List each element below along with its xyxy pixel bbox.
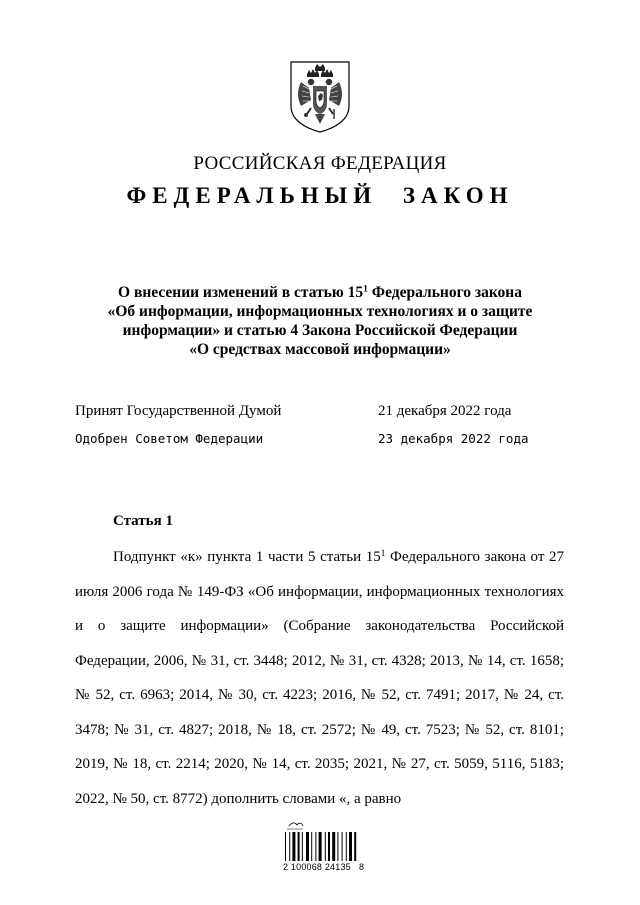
law-title-line-1: О внесении изменений в статью $15^1$ Федерального закона <box>118 283 522 301</box>
barcode-bar <box>332 832 335 861</box>
article-text-rest: Федерального закона от 27 июля 2006 года № 149-ФЗ «Об информации, информационных технологиях и о защите информации» (Собрание законодательства Российской Федерации, 2006, № 31, ст. 3448; 2012, № 31, ст. 4328; 2013, № 14, ст. 1658; № 52, ст. 6963; 2014, № 30, ст. 4223; 2016, № 52, ст. 7491; 2017, № 24, ст. 3478; № 31, ст. 4827; 2018, № 18, ст. 2572; № 49, ст. 7523; № 52, ст. 8101; 2019, № 18, ст. 2214; 2020, № 14, ст. 2035; 2021, № 27, ст. 5059, 5116, 5183; 2022, № 50, ст. 8772) дополнить словами «, а равно <box>75 549 564 807</box>
barcode-bar <box>354 832 356 861</box>
barcode-bar <box>328 832 330 861</box>
barcode-bar <box>315 832 316 861</box>
document-type: ФЕДЕРАЛЬНЫЙ ЗАКОН <box>126 183 514 208</box>
barcode-bar <box>349 832 352 861</box>
duma-adoption-date: 21 декабря 2022 года <box>378 403 512 419</box>
council-approval-label: Одобрен Советом Федерации <box>75 431 264 446</box>
council-approval-date: 23 декабря 2022 года <box>378 431 529 446</box>
barcode-bar <box>285 832 286 861</box>
coat-of-arms-icon <box>289 60 351 134</box>
barcode-bar <box>319 832 322 861</box>
barcode-bar <box>306 832 309 861</box>
barcode-bar <box>337 832 338 861</box>
article-heading: Статья 1 <box>113 513 173 529</box>
barcode-bar <box>346 832 347 861</box>
duma-adoption-label: Принят Государственной Думой <box>75 403 282 419</box>
barcode-bar <box>302 832 303 861</box>
country-name: РОССИЙСКАЯ ФЕДЕРАЦИЯ <box>193 153 447 174</box>
barcode-bar <box>342 832 343 861</box>
council-approval-row <box>75 431 555 446</box>
barcode-bar <box>292 832 295 861</box>
article-body <box>75 540 564 816</box>
law-title-line-3: информации» и статью 4 Закона Российской Федерации <box>122 322 518 339</box>
duma-adoption-row <box>75 403 555 420</box>
superscript: 1 <box>380 548 386 559</box>
superscript: 1 <box>363 283 368 295</box>
article-text-start: Подпункт «к» пункта 1 части 5 статьи 15 <box>113 549 381 565</box>
barcode-bar <box>298 832 300 861</box>
barcode-bar <box>325 832 326 861</box>
law-title-line-4: «О средствах массовой информации» <box>189 341 451 358</box>
barcode-number: 2 100068 24135 8 <box>283 862 365 872</box>
barcode-bar <box>311 832 312 861</box>
law-title <box>90 283 550 359</box>
barcode-bar <box>289 832 290 861</box>
law-title-line-2: «Об информации, информационных технологиях и о защите <box>107 303 533 320</box>
